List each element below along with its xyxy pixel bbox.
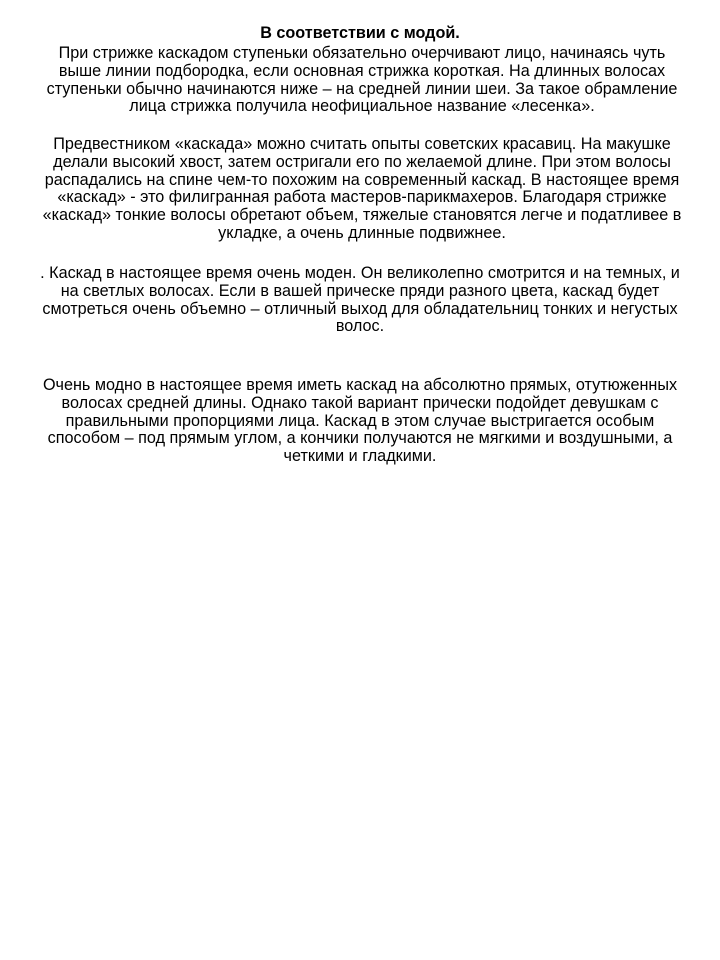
paragraph-straight-hair: Очень модно в настоящее время иметь каскад на абсолютно прямых, отутюженных волосах средней длины. Однако такой вариант прически подойдет девушкам с правильными пропорциями лица. Каскад в этом случае выстригается особым способом – под прямым углом, а кончики получаются не мягкими и воздушными, а четкими и гладкими.	[42, 376, 678, 466]
document-title: В соответствии с модой.	[260, 24, 460, 42]
paragraph-face-framing: При стрижке каскадом ступеньки обязательно очерчивают лицо, начинаясь чуть выше линии подбородка, если основная стрижка короткая. На длинных волосах ступеньки обычно начинаются ниже – на средней линии шеи. За такое обрамление лица стрижка получила неофициальное название «лесенка».	[46, 44, 678, 116]
paragraph-history: Предвестником «каскада» можно считать опыты советских красавиц. На макушке делали высокий хвост, затем остригали его по желаемой длине. При этом волосы распадались на спине чем-то похожим на современный каскад. В настоящее время «каскад» - это филигранная работа мастеров-парикмахеров. Благодаря стрижке «каскад» тонкие волосы обретают объем, тяжелые становятся легче и податливее в укладке, а очень длинные подвижнее.	[42, 135, 682, 242]
paragraph-fashion: . Каскад в настоящее время очень моден. Он великолепно смотрится и на темных, и на светлых волосах. Если в вашей прическе пряди разного цвета, каскад будет смотреться очень объемно – отличный выход для обладательниц тонких и негустых волос.	[40, 264, 680, 336]
